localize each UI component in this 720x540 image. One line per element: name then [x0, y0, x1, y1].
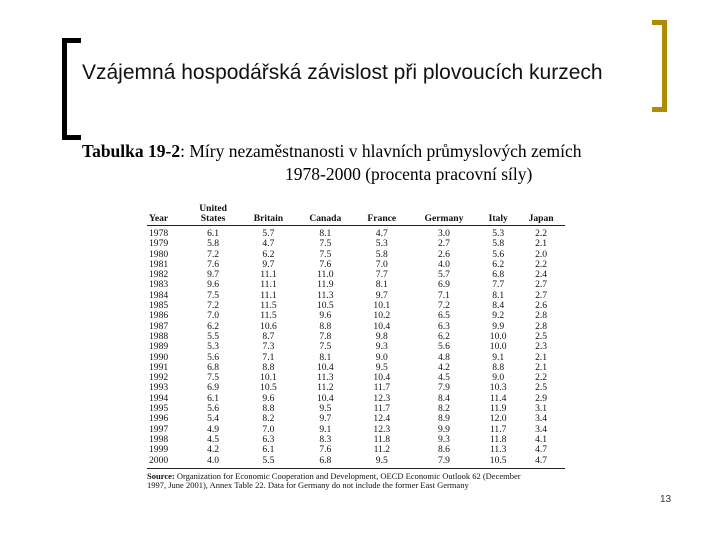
table-cell-value: 11.3 — [317, 372, 334, 384]
source-line2: 1997, June 2001), Annex Table 22. Data for Germany do not include the former East Germany — [147, 480, 469, 491]
table-cell-year: 1988 — [149, 330, 169, 342]
table-cell-value: 8.2 — [262, 413, 275, 425]
table-cell-year: 1996 — [149, 413, 169, 425]
header-germany: Germany — [424, 213, 464, 224]
unemployment-table-container — [147, 204, 565, 491]
table-cell-value: 9.9 — [437, 423, 450, 435]
table-cell-value: 10.5 — [316, 300, 334, 312]
table-body — [147, 226, 565, 469]
table-cell-value: 6.1 — [262, 444, 275, 456]
table-cell-value: 11.7 — [373, 382, 391, 394]
table-cell-value: 9.6 — [262, 392, 275, 404]
table-cell-value: 2.6 — [535, 300, 548, 312]
table-cell-value: 12.3 — [373, 423, 391, 435]
table-cell-value: 10.1 — [373, 300, 391, 312]
table-cell-year: 1981 — [149, 258, 169, 270]
table-cell-value: 9.1 — [492, 351, 505, 363]
table-cell-value: 12.4 — [373, 413, 391, 425]
table-cell-value: 8.8 — [262, 361, 275, 373]
table-cell-year: 2000 — [149, 454, 169, 466]
table-cell-year: 1992 — [149, 372, 169, 384]
table-cell-value: 6.8 — [492, 269, 505, 281]
table-row — [147, 226, 565, 240]
table-cell-value: 9.7 — [375, 289, 388, 301]
table-cell-value: 7.1 — [262, 351, 275, 363]
header-britain: Britain — [253, 213, 284, 224]
table-cell-value: 9.0 — [492, 372, 505, 384]
table-cell-value: 2.8 — [535, 320, 548, 332]
page-number: 13 — [660, 494, 672, 505]
table-cell-value: 9.6 — [319, 310, 332, 322]
table-cell-value: 4.5 — [207, 433, 220, 445]
table-caption-label: Tabulka 19-2 — [82, 141, 181, 161]
table-cell-value: 7.2 — [207, 300, 220, 312]
table-cell-value: 4.8 — [437, 351, 450, 363]
table-cell-value: 7.7 — [492, 279, 505, 291]
table-cell-value: 11.1 — [260, 269, 277, 281]
table-cell-value: 2.2 — [535, 372, 548, 384]
table-cell-value: 11.3 — [489, 444, 507, 456]
table-cell-value: 5.7 — [262, 228, 275, 239]
table-cell-year: 1998 — [149, 433, 169, 445]
table-caption-line2: 1978-2000 (procenta pracovní síly) — [285, 164, 533, 184]
slide-title: Vzájemná hospodářská závislost při plovoucích kurzech — [82, 61, 603, 84]
table-cell-value: 4.2 — [437, 361, 450, 373]
table-cell-value: 7.2 — [437, 300, 450, 312]
table-cell-value: 9.2 — [492, 310, 505, 322]
table-cell-year: 1991 — [149, 361, 169, 373]
table-cell-value: 11.5 — [260, 310, 277, 322]
unemployment-table — [147, 204, 565, 469]
table-cell-value: 8.4 — [437, 392, 450, 404]
table-cell-value: 10.2 — [373, 310, 391, 322]
table-cell-value: 11.2 — [317, 382, 334, 394]
table-cell-value: 4.0 — [437, 258, 450, 270]
table-cell-value: 11.0 — [317, 269, 334, 281]
table-cell-value: 4.7 — [535, 454, 548, 466]
table-cell-value: 8.1 — [319, 228, 332, 239]
table-cell-value: 2.1 — [535, 361, 548, 373]
table-cell-value: 8.4 — [492, 300, 505, 312]
table-cell-value: 10.4 — [316, 392, 334, 404]
table-cell-value: 5.5 — [207, 330, 220, 342]
table-cell-value: 4.0 — [207, 454, 220, 466]
table-cell-value: 2.2 — [535, 228, 548, 239]
table-cell-value: 5.6 — [207, 403, 220, 415]
table-cell-value: 7.9 — [437, 382, 450, 394]
table-cell-value: 7.6 — [319, 258, 332, 270]
table-cell-value: 6.2 — [492, 258, 505, 270]
table-cell-value: 11.3 — [317, 289, 334, 301]
table-cell-value: 5.3 — [375, 238, 388, 250]
table-cell-value: 8.1 — [319, 351, 332, 363]
source-line1: Organization for Economic Cooperation and Development, OECD Economic Outlook 62 (December — [176, 471, 521, 481]
table-source-note — [147, 472, 577, 491]
table-cell-value: 2.7 — [535, 289, 548, 301]
left-bracket-decoration — [62, 38, 81, 140]
table-cell-value: 5.6 — [492, 248, 505, 260]
table-cell-value: 5.5 — [262, 454, 275, 466]
table-cell-value: 9.7 — [207, 269, 220, 281]
table-cell-year: 1978 — [149, 228, 169, 239]
right-bracket-decoration — [652, 20, 667, 112]
source-label: Source: — [147, 471, 175, 481]
table-cell-value: 10.6 — [260, 320, 277, 332]
table-cell-value: 6.2 — [207, 320, 220, 332]
table-cell-value: 2.9 — [535, 392, 548, 404]
table-cell-value: 8.7 — [262, 330, 275, 342]
table-cell-value: 11.9 — [489, 403, 507, 415]
table-cell-value: 4.7 — [375, 228, 388, 239]
table-cell-value: 7.5 — [319, 341, 332, 353]
table-cell-value: 11.1 — [260, 279, 277, 291]
table-cell-year: 1982 — [149, 269, 169, 281]
table-cell-value: 11.9 — [317, 279, 334, 291]
table-cell-value: 5.8 — [375, 248, 388, 260]
table-cell-value: 12.0 — [489, 413, 507, 425]
table-cell-value: 7.6 — [319, 444, 332, 456]
table-cell-value: 3.1 — [535, 403, 548, 415]
table-cell-value: 5.6 — [437, 341, 450, 353]
table-cell-value: 8.1 — [375, 279, 388, 291]
table-cell-value: 2.5 — [535, 330, 548, 342]
table-cell-year: 1990 — [149, 351, 169, 363]
table-cell-value: 2.5 — [535, 382, 548, 394]
table-cell-year: 1997 — [149, 423, 169, 435]
table-cell-value: 2.8 — [535, 310, 548, 322]
header-year: Year — [149, 213, 169, 224]
table-cell-value: 7.2 — [207, 248, 220, 260]
table-cell-value: 2.3 — [535, 341, 548, 353]
table-cell-value: 6.3 — [437, 320, 450, 332]
table-cell-year: 1993 — [149, 382, 169, 394]
table-cell-value: 9.5 — [375, 361, 388, 373]
table-cell-value: 9.0 — [375, 351, 388, 363]
table-header-row — [147, 204, 565, 226]
table-caption — [82, 140, 682, 186]
table-cell-year: 1979 — [149, 238, 169, 250]
header-canada: Canada — [309, 213, 342, 224]
table-cell-value: 7.3 — [262, 341, 275, 353]
table-cell-value: 6.8 — [207, 361, 220, 373]
table-cell-value: 11.7 — [373, 403, 391, 415]
table-cell-value: 2.0 — [535, 248, 548, 260]
header-japan: Japan — [528, 213, 554, 224]
table-cell-value: 4.1 — [535, 433, 548, 445]
table-cell-value: 8.8 — [319, 320, 332, 332]
table-cell-value: 7.8 — [319, 330, 332, 342]
table-cell-value: 8.6 — [437, 444, 450, 456]
table-cell-value: 9.1 — [319, 423, 332, 435]
table-cell-value: 8.8 — [492, 361, 505, 373]
table-cell-value: 2.4 — [535, 269, 548, 281]
table-cell-value: 10.4 — [373, 372, 391, 384]
table-cell-value: 9.7 — [319, 413, 332, 425]
table-cell-value: 10.0 — [489, 330, 507, 342]
table-cell-value: 7.9 — [437, 454, 450, 466]
table-cell-year: 1995 — [149, 403, 169, 415]
table-cell-value: 11.2 — [373, 444, 391, 456]
table-cell-value: 2.1 — [535, 351, 548, 363]
table-cell-value: 6.8 — [319, 454, 332, 466]
table-cell-value: 11.8 — [373, 433, 391, 445]
header-france: France — [367, 213, 397, 224]
table-row — [147, 445, 565, 455]
table-cell-value: 7.0 — [375, 258, 388, 270]
table-cell-value: 6.5 — [437, 310, 450, 322]
table-cell-value: 6.3 — [262, 433, 275, 445]
table-cell-value: 9.5 — [375, 454, 388, 466]
table-cell-year: 1987 — [149, 320, 169, 332]
table-cell-value: 4.2 — [207, 444, 220, 456]
table-cell-value: 4.5 — [437, 372, 450, 384]
table-cell-value: 7.5 — [319, 248, 332, 260]
table-cell-value: 8.1 — [492, 289, 505, 301]
table-cell-value: 10.5 — [260, 382, 277, 394]
table-cell-value: 2.2 — [535, 258, 548, 270]
table-cell-year: 1989 — [149, 341, 169, 353]
table-cell-value: 11.7 — [489, 423, 507, 435]
table-cell-value: 7.7 — [375, 269, 388, 281]
table-cell-value: 3.4 — [535, 423, 548, 435]
table-cell-value: 6.9 — [207, 382, 220, 394]
table-cell-value: 7.5 — [207, 289, 220, 301]
table-cell-value: 6.2 — [437, 330, 450, 342]
table-cell-value: 2.7 — [535, 279, 548, 291]
table-cell-value: 5.4 — [207, 413, 220, 425]
table-cell-year: 1985 — [149, 300, 169, 312]
table-cell-value: 4.9 — [207, 423, 220, 435]
table-cell-value: 4.7 — [535, 444, 548, 456]
table-cell-value: 10.4 — [373, 320, 391, 332]
table-cell-value: 5.3 — [492, 228, 505, 239]
table-cell-year: 1983 — [149, 279, 169, 291]
table-cell-value: 10.0 — [489, 341, 507, 353]
header-italy: Italy — [488, 213, 508, 224]
table-cell-value: 7.5 — [207, 372, 220, 384]
table-cell-value: 9.3 — [437, 433, 450, 445]
table-cell-value: 11.8 — [489, 433, 507, 445]
table-cell-value: 12.3 — [373, 392, 391, 404]
table-cell-value: 7.5 — [319, 238, 332, 250]
table-cell-value: 9.6 — [207, 279, 220, 291]
table-cell-value: 5.7 — [437, 269, 450, 281]
table-cell-value: 6.1 — [207, 392, 220, 404]
table-cell-value: 5.8 — [207, 238, 220, 250]
table-cell-value: 7.0 — [207, 310, 220, 322]
table-cell-value: 9.3 — [375, 341, 388, 353]
table-cell-value: 5.6 — [207, 351, 220, 363]
table-cell-value: 6.2 — [262, 248, 275, 260]
table-cell-value: 9.9 — [492, 320, 505, 332]
table-cell-value: 9.5 — [319, 403, 332, 415]
table-cell-value: 8.9 — [437, 413, 450, 425]
table-cell-value: 6.1 — [207, 228, 220, 239]
table-cell-year: 1994 — [149, 392, 169, 404]
table-cell-value: 2.7 — [437, 238, 450, 250]
table-cell-value: 4.7 — [262, 238, 275, 250]
table-cell-year: 1984 — [149, 289, 169, 301]
table-cell-value: 3.0 — [437, 228, 450, 239]
table-cell-value: 2.1 — [535, 238, 548, 250]
table-cell-year: 1986 — [149, 310, 169, 322]
table-cell-value: 8.8 — [262, 403, 275, 415]
table-cell-value: 7.6 — [207, 258, 220, 270]
table-cell-value: 3.4 — [535, 413, 548, 425]
table-cell-value: 11.5 — [260, 300, 277, 312]
table-cell-value: 11.1 — [260, 289, 277, 301]
table-cell-value: 10.1 — [260, 372, 277, 384]
table-cell-value: 5.8 — [492, 238, 505, 250]
table-cell-value: 7.1 — [437, 289, 450, 301]
table-caption-text: : Míry nezaměstnanosti v hlavních průmyslových zemích — [180, 141, 582, 161]
table-cell-value: 10.4 — [316, 361, 334, 373]
table-cell-value: 10.3 — [489, 382, 507, 394]
header-united-states: United States — [199, 203, 227, 224]
table-cell-value: 11.4 — [489, 392, 507, 404]
table-cell-value: 10.5 — [489, 454, 507, 466]
table-cell-value: 2.6 — [437, 248, 450, 260]
table-cell-value: 5.3 — [207, 341, 220, 353]
table-cell-value: 8.3 — [319, 433, 332, 445]
table-cell-year: 1980 — [149, 248, 169, 260]
table-cell-value: 7.0 — [262, 423, 275, 435]
table-cell-year: 1999 — [149, 444, 169, 456]
table-cell-value: 8.2 — [437, 403, 450, 415]
table-cell-value: 6.9 — [437, 279, 450, 291]
table-cell-value: 9.7 — [262, 258, 275, 270]
table-cell-value: 9.8 — [375, 330, 388, 342]
table-row — [147, 456, 565, 469]
